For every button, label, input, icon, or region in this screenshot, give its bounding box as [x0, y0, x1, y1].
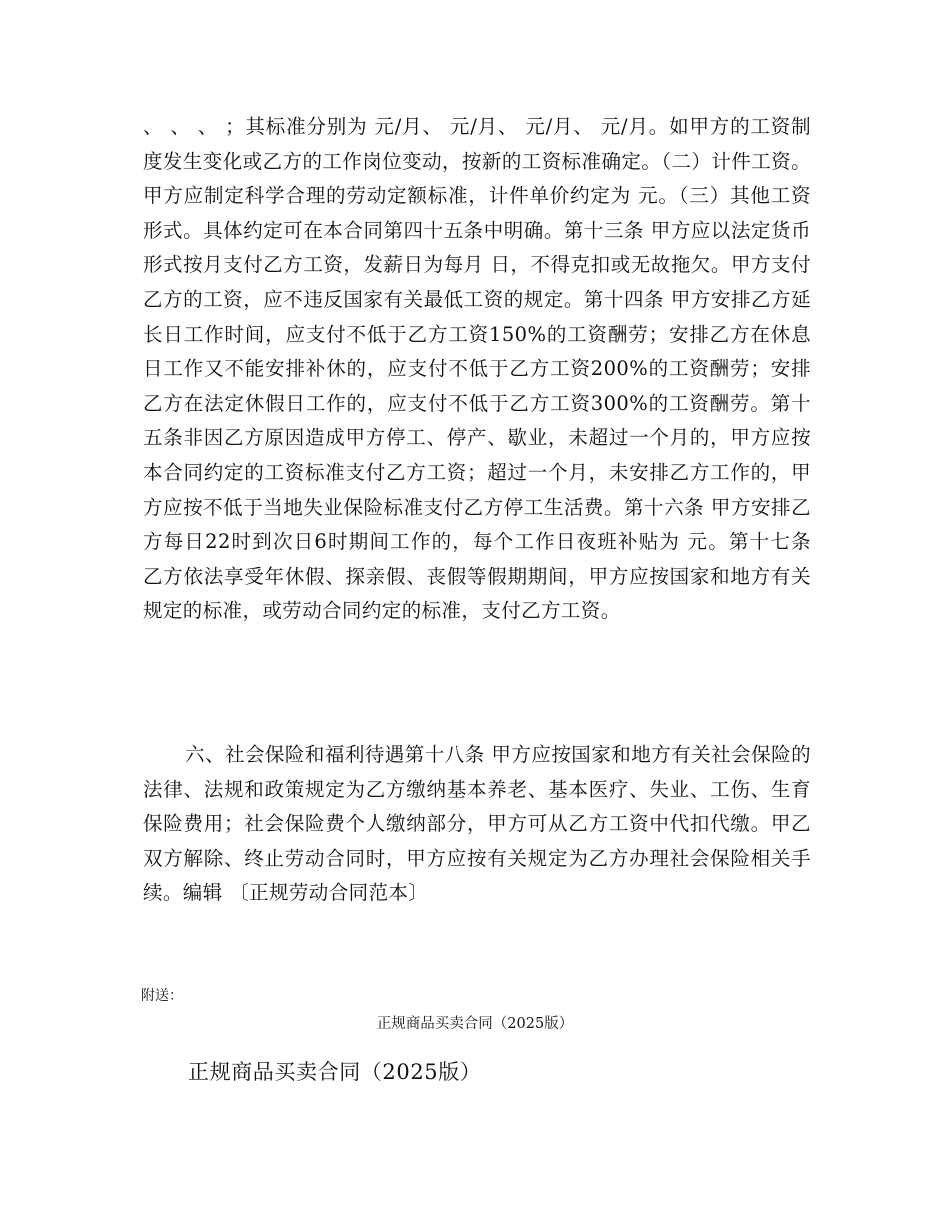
- contract-paragraph-wages: 、 、 、 ；其标准分别为 元/月、 元/月、 元/月、 元/月。如甲方的工资制度发生变化或乙方的工作岗位变动，按新的工资标准确定。（二）计件工资。甲方应制定科学合理的劳动定额标准，计件单价约定为 元。（三）其他工资形式。具体约定可在本合同第四十五条中明确。第十三条 甲方应以法定货币形式按月支付乙方工资，发薪日为每月 日，不得克扣或无故拖欠。甲方支付乙方的工资，应不违反国家有关最低工资的规定。第十四条 甲方安排乙方延长日工作时间，应支付不低于乙方工资150%的工资酬劳；安排乙方在休息日工作又不能安排补休的，应支付不低于乙方工资200%的工资酬劳；安排乙方在法定休假日工作的，应支付不低于乙方工资300%的工资酬劳。第十五条非因乙方原因造成甲方停工、停产、歇业，未超过一个月的，甲方应按本合同约定的工资标准支付乙方工资；超过一个月，未安排乙方工作的，甲方应按不低于当地失业保险标准支付乙方停工生活费。第十六条 甲方安排乙方每日22时到次日6时期间工作的，每个工作日夜班补贴为 元。第十七条 乙方依法享受年休假、探亲假、丧假等假期期间，甲方应按国家和地方有关规定的标准，或劳动合同约定的标准，支付乙方工资。: [143, 115, 811, 623]
- appendix-header-title: 正规商品买卖合同（2025版）: [376, 1016, 574, 1032]
- appendix-label: 附送：: [141, 988, 183, 1004]
- appendix-document-title: 正规商品买卖合同（2025版）: [188, 1060, 482, 1084]
- contract-paragraph-social-insurance: 六、社会保险和福利待遇第十八条 甲方应按国家和地方有关社会保险的法律、法规和政策规定为乙方缴纳基本养老、基本医疗、失业、工伤、生育保险费用；社会保险费个人缴纳部分，甲方可从乙方工资中代扣代缴。甲乙双方解除、终止劳动合同时，甲方应按有关规定为乙方办理社会保险相关手续。编辑 〔正规劳动合同范本〕: [143, 743, 811, 905]
